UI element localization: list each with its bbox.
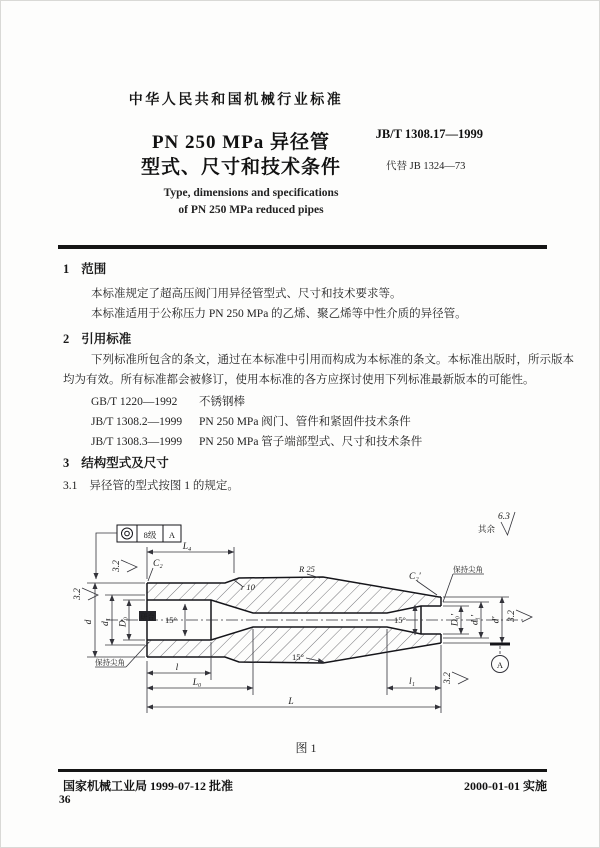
reference-row bbox=[91, 413, 411, 429]
section3-number: 3 bbox=[63, 456, 70, 470]
roughness-mark bbox=[507, 610, 532, 623]
roughness-icon bbox=[121, 560, 137, 572]
footer-divider-rule bbox=[58, 769, 547, 772]
section2-intro-line2: 均为有效。所有标准都会被修订，使用本标准的各方应探讨使用下列标准最新版本的可能性。 bbox=[63, 374, 535, 386]
reference-code: JB/T 1308.3—1999 bbox=[91, 436, 183, 448]
reference-code: GB/T 1220—1992 bbox=[91, 396, 178, 408]
roughness-icon bbox=[516, 610, 532, 622]
dimension-label: D₀′ bbox=[450, 613, 461, 627]
section2-title: 引用标准 bbox=[81, 332, 132, 346]
roughness-icon bbox=[452, 672, 468, 684]
dimension-label: d′ bbox=[491, 616, 502, 624]
section2-intro-line1: 下列标准所包含的条文，通过在本标准中引用而构成为本标准的条文。本标准出版时，所示版本 bbox=[91, 354, 574, 366]
dimension-L bbox=[147, 697, 441, 707]
title-english-line1: Type, dimensions and specifications bbox=[163, 187, 339, 199]
dimension-label: d₁′ bbox=[470, 614, 481, 626]
roughness-value: 6.3 bbox=[498, 512, 510, 522]
reference-title: PN 250 MPa 管子端部型式、尺寸和技术条件 bbox=[199, 436, 423, 448]
keep-sharp-note-left bbox=[95, 642, 149, 667]
dimension-label: L₀ bbox=[192, 678, 202, 688]
figure1-caption: 图 1 bbox=[295, 741, 317, 755]
radius-label: r 10 bbox=[241, 582, 255, 592]
header-divider-rule bbox=[58, 245, 547, 249]
roughness-value: 3.2 bbox=[443, 672, 453, 684]
chamfer-label: C₂ bbox=[153, 559, 163, 569]
section1-paragraph2: 本标准适用于公称压力 PN 250 MPa 的乙烯、聚乙烯等中性介质的异径管。 bbox=[91, 308, 467, 320]
title-english-line2: of PN 250 MPa reduced pipes bbox=[178, 204, 324, 216]
dimension-label: d bbox=[84, 619, 94, 625]
angle-label: 15° bbox=[165, 615, 177, 625]
standard-type-heading: 中华人民共和国机械行业标准 bbox=[128, 93, 344, 108]
reference-title: PN 250 MPa 阀门、管件和紧固件技术条件 bbox=[199, 416, 411, 428]
dimension-label: L₄ bbox=[182, 542, 192, 552]
reference-row bbox=[91, 433, 422, 449]
roughness-value: 3.2 bbox=[112, 560, 122, 572]
roughness-mark bbox=[112, 560, 137, 573]
standard-replaces: 代替 JB 1324—73 bbox=[386, 161, 466, 172]
datum-label: A bbox=[496, 660, 504, 670]
title-line1: PN 250 MPa 异径管 bbox=[151, 132, 331, 153]
clause-3-1 bbox=[63, 477, 239, 493]
clause-3-1-number: 3.1 bbox=[63, 480, 78, 492]
reference-title: 不锈钢棒 bbox=[199, 396, 245, 408]
note-label: 保持尖角 bbox=[453, 565, 483, 574]
chamfer-C2-callout bbox=[148, 559, 163, 581]
general-roughness-note bbox=[478, 512, 515, 535]
angle-label: 15° bbox=[394, 615, 406, 625]
section3-title: 结构型式及尺寸 bbox=[81, 456, 169, 470]
angle-label: 15° bbox=[292, 652, 304, 662]
page-number: 36 bbox=[59, 794, 71, 806]
radius-label: R 25 bbox=[299, 564, 315, 574]
section1-heading bbox=[63, 259, 106, 277]
tolerance-datum-ref: A bbox=[168, 530, 176, 540]
standard-code: JB/T 1308.17—1999 bbox=[375, 127, 483, 141]
keep-sharp-note-right bbox=[443, 564, 484, 602]
chamfer-C2-prime-callout bbox=[409, 572, 437, 595]
roughness-icon bbox=[82, 588, 98, 600]
section1-paragraph1: 本标准规定了超高压阀门用异径管型式、尺寸和技术要求等。 bbox=[91, 288, 402, 300]
radius-R25-callout bbox=[298, 564, 320, 578]
lap-surface-tag bbox=[139, 611, 156, 621]
dimension-label: l₁ bbox=[409, 677, 415, 687]
roughness-value: 3.2 bbox=[73, 588, 83, 600]
section1-number: 1 bbox=[63, 262, 70, 276]
roughness-mark bbox=[73, 588, 98, 601]
section2-number: 2 bbox=[63, 332, 70, 346]
dimension-label: d₁ bbox=[101, 617, 111, 627]
reference-code: JB/T 1308.2—1999 bbox=[91, 416, 183, 428]
figure1-technical-drawing bbox=[56, 496, 556, 751]
footer-implementation: 2000-01-01 实施 bbox=[464, 779, 547, 793]
chamfer-label: C₂′ bbox=[409, 572, 421, 582]
note-label: 保持尖角 bbox=[95, 658, 125, 667]
dimension-label: D₀ bbox=[118, 616, 129, 628]
datum-target-A bbox=[490, 644, 510, 673]
reference-row bbox=[91, 393, 245, 409]
roughness-value: 3.2 bbox=[507, 610, 517, 622]
title-line2: 型式、尺寸和技术条件 bbox=[140, 157, 341, 178]
roughness-mark bbox=[443, 672, 468, 685]
dimension-label: L bbox=[288, 697, 294, 707]
dimension-label: l bbox=[175, 663, 179, 673]
section1-title: 范围 bbox=[81, 262, 107, 276]
lap-label: 研合 bbox=[140, 613, 155, 621]
section2-heading bbox=[63, 329, 131, 347]
tolerance-grade: 8级 bbox=[143, 530, 157, 540]
roughness-rest-label: 其余 bbox=[478, 524, 496, 534]
footer-approval: 国家机械工业局 1999-07-12 批准 bbox=[63, 779, 233, 793]
section3-heading bbox=[63, 453, 169, 471]
clause-3-1-text: 异径管的型式按图 1 的规定。 bbox=[89, 480, 239, 492]
